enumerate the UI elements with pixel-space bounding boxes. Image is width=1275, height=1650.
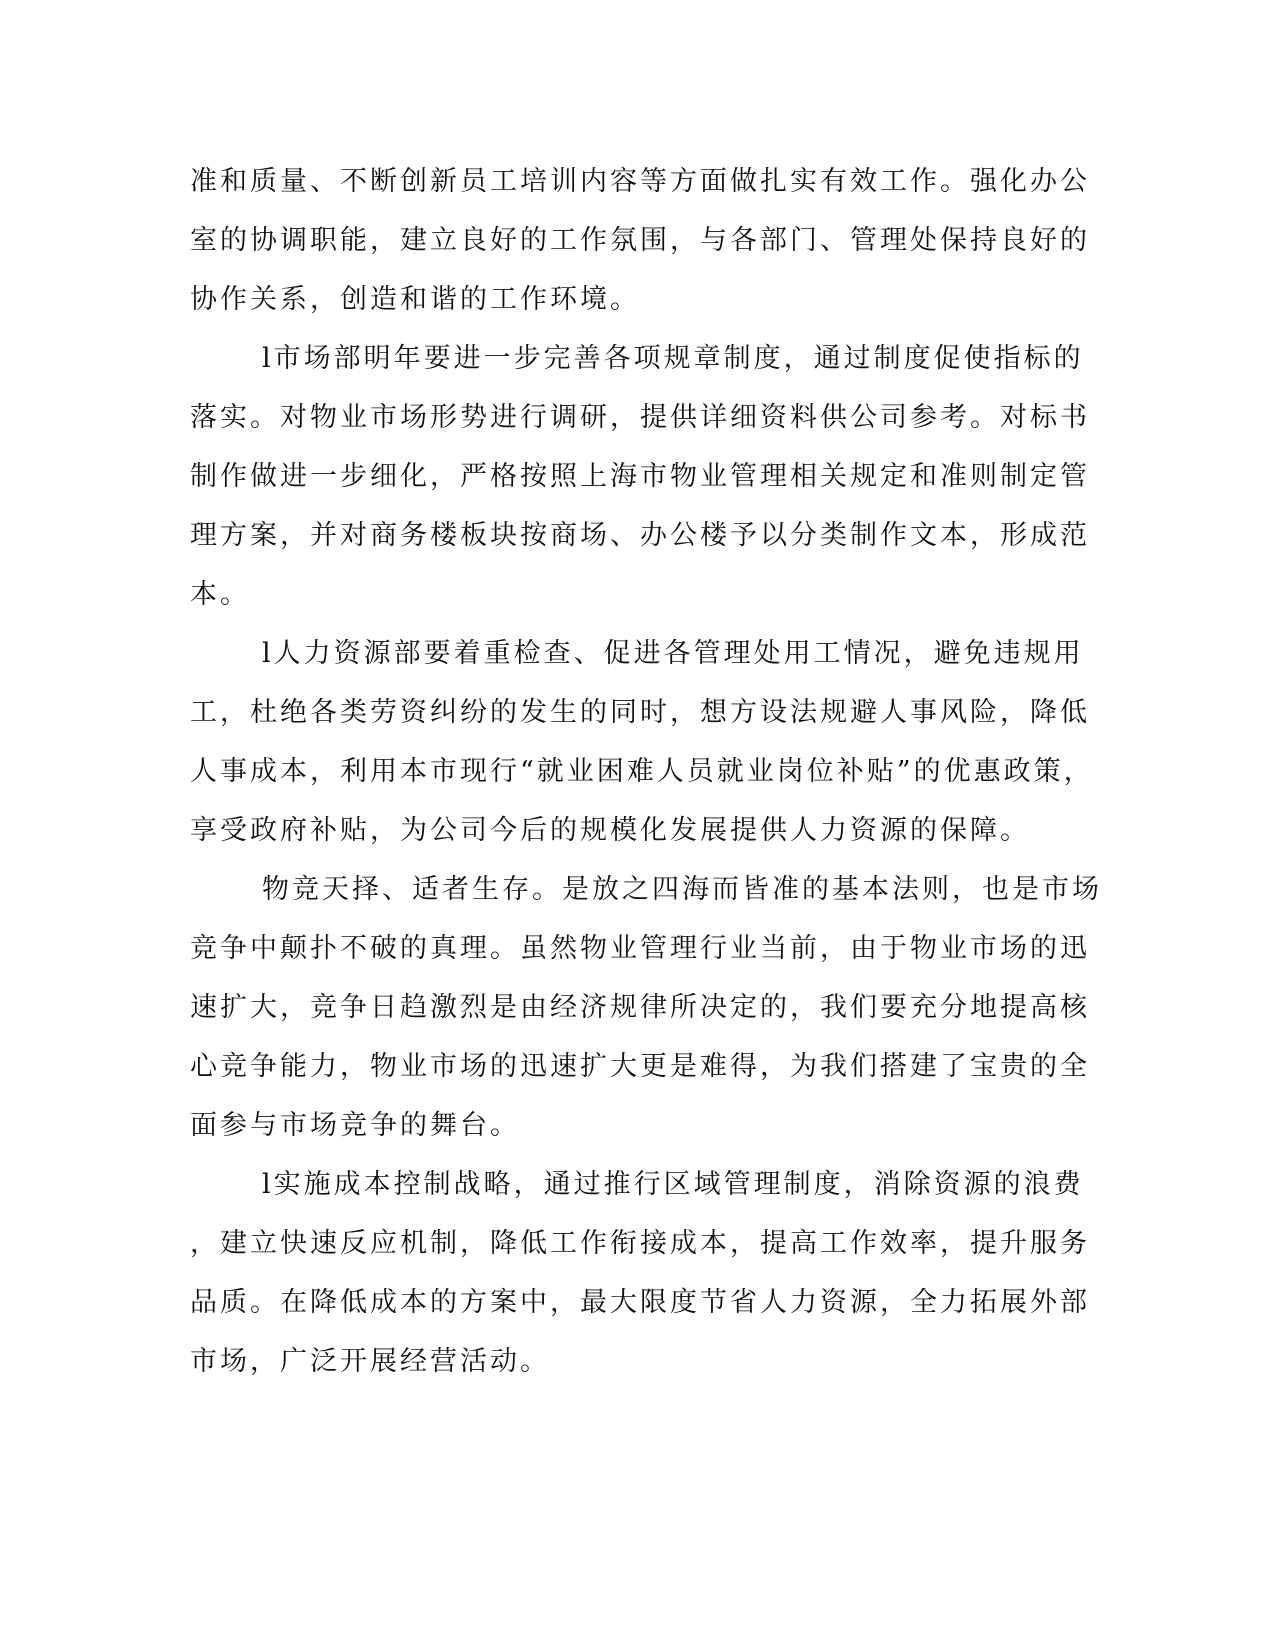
paragraph-1-line-1: 准和质量、不断创新员工培训内容等方面做扎实有效工作。强化办公	[190, 166, 1090, 197]
paragraph-5-line-2: ，建立快速反应机制，降低工作衔接成本，提高工作效率，提升服务	[190, 1228, 1090, 1259]
paragraph-2-line-2: 落实。对物业市场形势进行调研，提供详细资料供公司参考。对标书	[190, 402, 1090, 433]
paragraph-5-line-3: 品质。在降低成本的方案中，最大限度节省人力资源，全力拓展外部	[190, 1287, 1090, 1318]
paragraph-2-line-5: 本。	[190, 579, 250, 610]
paragraph-4-line-2: 竞争中颠扑不破的真理。虽然物业管理行业当前，由于物业市场的迅	[190, 933, 1090, 964]
paragraph-3-line-2: 工，杜绝各类劳资纠纷的发生的同时，想方设法规避人事风险，降低	[190, 697, 1090, 728]
paragraph-4-line-3: 速扩大，竞争日趋激烈是由经济规律所决定的，我们要充分地提高核	[190, 992, 1090, 1023]
paragraph-5-line-4: 市场，广泛开展经营活动。	[190, 1346, 550, 1377]
paragraph-2-line-1: l市场部明年要进一步完善各项规章制度，通过制度促使指标的	[262, 343, 1084, 374]
paragraph-2-line-3: 制作做进一步细化，严格按照上海市物业管理相关规定和准则制定管	[190, 461, 1090, 492]
paragraph-2-line-4: 理方案，并对商务楼板块按商场、办公楼予以分类制作文本，形成范	[190, 520, 1090, 551]
paragraph-4-line-4: 心竞争能力，物业市场的迅速扩大更是难得，为我们搭建了宝贵的全	[190, 1051, 1090, 1082]
paragraph-1-line-3: 协作关系，创造和谐的工作环境。	[190, 284, 640, 315]
paragraph-5-line-1: l实施成本控制战略，通过推行区域管理制度，消除资源的浪费	[262, 1169, 1084, 1200]
paragraph-4-line-1: 物竞天择、适者生存。是放之四海而皆准的基本法则，也是市场	[262, 874, 1102, 905]
paragraph-3-line-1: l人力资源部要着重检查、促进各管理处用工情况，避免违规用	[262, 638, 1084, 669]
paragraph-3-line-3: 人事成本，利用本市现行“就业困难人员就业岗位补贴”的优惠政策，	[190, 756, 1094, 787]
paragraph-4-line-5: 面参与市场竞争的舞台。	[190, 1110, 520, 1141]
paragraph-1-line-2: 室的协调职能，建立良好的工作氛围，与各部门、管理处保持良好的	[190, 225, 1090, 256]
paragraph-3-line-4: 享受政府补贴，为公司今后的规模化发展提供人力资源的保障。	[190, 815, 1030, 846]
